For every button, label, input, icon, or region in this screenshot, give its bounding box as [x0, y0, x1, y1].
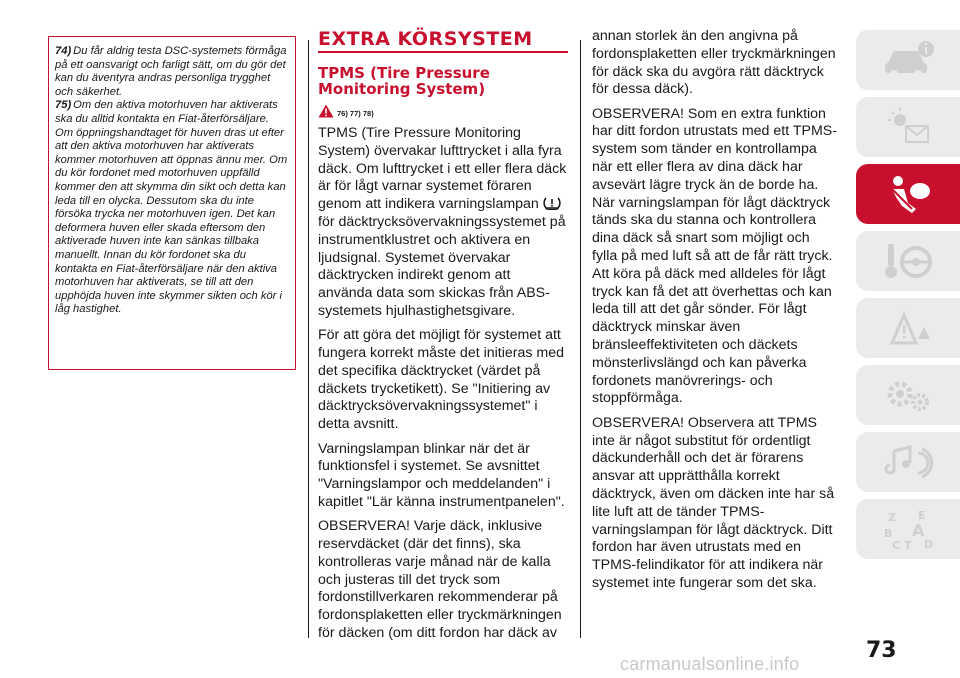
warning-note-74: 74) Du får aldrig testa DSC-systemets förmåga på ett oansvarigt och farligt sätt, om du gör det kan du äventyra andras personliga trygghet och säkerhet.: [55, 45, 287, 98]
dashboard-lights-icon: [878, 104, 938, 150]
warning-notes-box: [48, 36, 296, 370]
column-divider-left: [308, 40, 309, 638]
paragraph-continued: annan storlek än den angivna på fordonsplaketten eller tryckmärkningen för däck ska du avgöra rätt däcktryck för dessa däck).: [592, 28, 836, 98]
paragraph-note-substitute: OBSERVERA! Observera att TPMS inte är något substitut för ordentligt däckunderhåll och det är förarens ansvar att upprätthålla korrekt däcktryck, även om däcken inte har så lite luft att de tänder TPMS-varningslampan för lågt däcktryck. Ditt fordon har även utrustats med en TPMS-felindikator för att indikera när systemet inte fungerar som det ska.: [592, 414, 835, 591]
paragraph-note-check: OBSERVERA! Varje däck, inklusive reservdäcket (där det finns), ska kontrolleras varje månad när de kalla och justeras till det tryck som fordonstillverkaren rekommenderar på fordonsplaketten eller tryckmärkningen för däcken (om ditt fordon har däck av: [318, 518, 562, 642]
warning-note-75: 75) Om den aktiva motorhuven har aktiverats ska du alltid kontakta en Fiat-återförsäljare. Om öppningshandtaget för huven dras ut efter att den aktiva motorhuven har aktiverats kommer motorhuven att öppnas ännu mer. Om du kör fordonet med motorhuven uppfälld kommer den att skymma din sikt och detta kan leda till en olycka. Dessutom ska du inte försöka trycka ner motorhuven igen. Det kan deformera huven eller skada eftersom den aktiverade huven inte kan sänkas tillbaka manuellt. Innan du kör fordonet ska du kontakta en Fiat-återförsäljare när den aktiva motorhuven har aktiverats, se till att den upphöjda huven inte skymmer sikten och kör i låg hastighet.: [55, 99, 288, 316]
tab-safety[interactable]: [856, 164, 960, 224]
paragraph-note-feature: OBSERVERA! Som en extra funktion har ditt fordon utrustats med ett TPMS-system som tänder en kontrollampa när ett eller flera av dina däck har avsevärt lägre tryck än de borde ha. När varningslampan för lågt däcktryck tänds ska du stanna och kontrollera dina däck så snart som möjligt och fylla på med luft så att de får rätt tryck. Att köra på däck med alldeles för lågt tryck kan få det att överhettas och kan leda till att det går sönder. För lågt däcktryck minskar även bränsleeffektiviteten och däckets mönsterlivslängd och kan påverka fordonets manövrerings- och stoppförmåga.: [592, 105, 837, 407]
section-body-column-2: [592, 28, 838, 593]
safety-airbag-icon: [878, 171, 938, 217]
index-letter: D: [924, 538, 934, 551]
section-title-rule: [318, 51, 568, 53]
key-steering-icon: [878, 238, 938, 284]
paragraph-lamp-blink: Varningslampan blinkar när det är funktionsfel i systemet. Se avsnittet "Varningslampor och meddelanden" i kapitlet "Lär känna instrumentpanelen".: [318, 440, 565, 510]
index-letter: A: [912, 521, 925, 540]
tab-index[interactable]: [856, 499, 960, 559]
warning-triangle-icon: [878, 305, 938, 351]
section-column-1: [318, 28, 568, 649]
paragraph-initiation: För att göra det möjligt för systemet att fungera korrekt måste det initieras med det specifika däcktrycket (värdet på däckets trycketikett). Se "Initiering av däcktrycksövervakningssystemet" i detta avsnitt.: [318, 327, 565, 433]
index-letter: Z: [888, 511, 896, 524]
tab-multimedia[interactable]: [856, 432, 960, 492]
section-title: EXTRA KÖRSYSTEM: [318, 28, 533, 50]
tire-pressure-warning-icon: [543, 196, 561, 210]
tab-emergency[interactable]: [856, 298, 960, 358]
subsection-title: TPMS (Tire Pressure Monitoring System): [318, 64, 490, 98]
tab-car-info[interactable]: [856, 30, 960, 90]
page-number: 73: [866, 638, 897, 663]
gears-maintenance-icon: [878, 372, 938, 418]
warning-triangle-icon: [318, 104, 334, 118]
chapter-tabs: [856, 30, 960, 566]
section-body-column-1: [318, 125, 568, 643]
index-letter: T: [904, 539, 912, 552]
index-letter: E: [918, 509, 926, 522]
section-column-2: [592, 28, 838, 599]
multimedia-icon: [878, 439, 938, 485]
paragraph-intro: TPMS (Tire Pressure Monitoring System) övervakar lufttrycket i alla fyra däck. Om lufttrycket i ett eller flera däck är för lågt varnar systemet föraren genom att indikera varningslampan för däcktrycksövervakningssystemet på instrumentklustret och aktivera en ljudsignal. Systemet övervakar däcktrycken indirekt genom att använda data som skickas från ABS-systemets hjulhastighetsgivare.: [318, 125, 567, 319]
index-letter: C: [892, 539, 901, 552]
tab-dashboard-lights[interactable]: [856, 97, 960, 157]
index-letters-icon: [878, 506, 938, 552]
tab-maintenance[interactable]: [856, 365, 960, 425]
car-info-icon: [878, 37, 938, 83]
index-letter: B: [884, 527, 893, 540]
tab-starting-driving[interactable]: [856, 231, 960, 291]
watermark: carmanualsonline.info: [620, 654, 800, 674]
warning-references: 76) 77) 78): [318, 103, 568, 119]
column-divider-right: [580, 40, 581, 638]
